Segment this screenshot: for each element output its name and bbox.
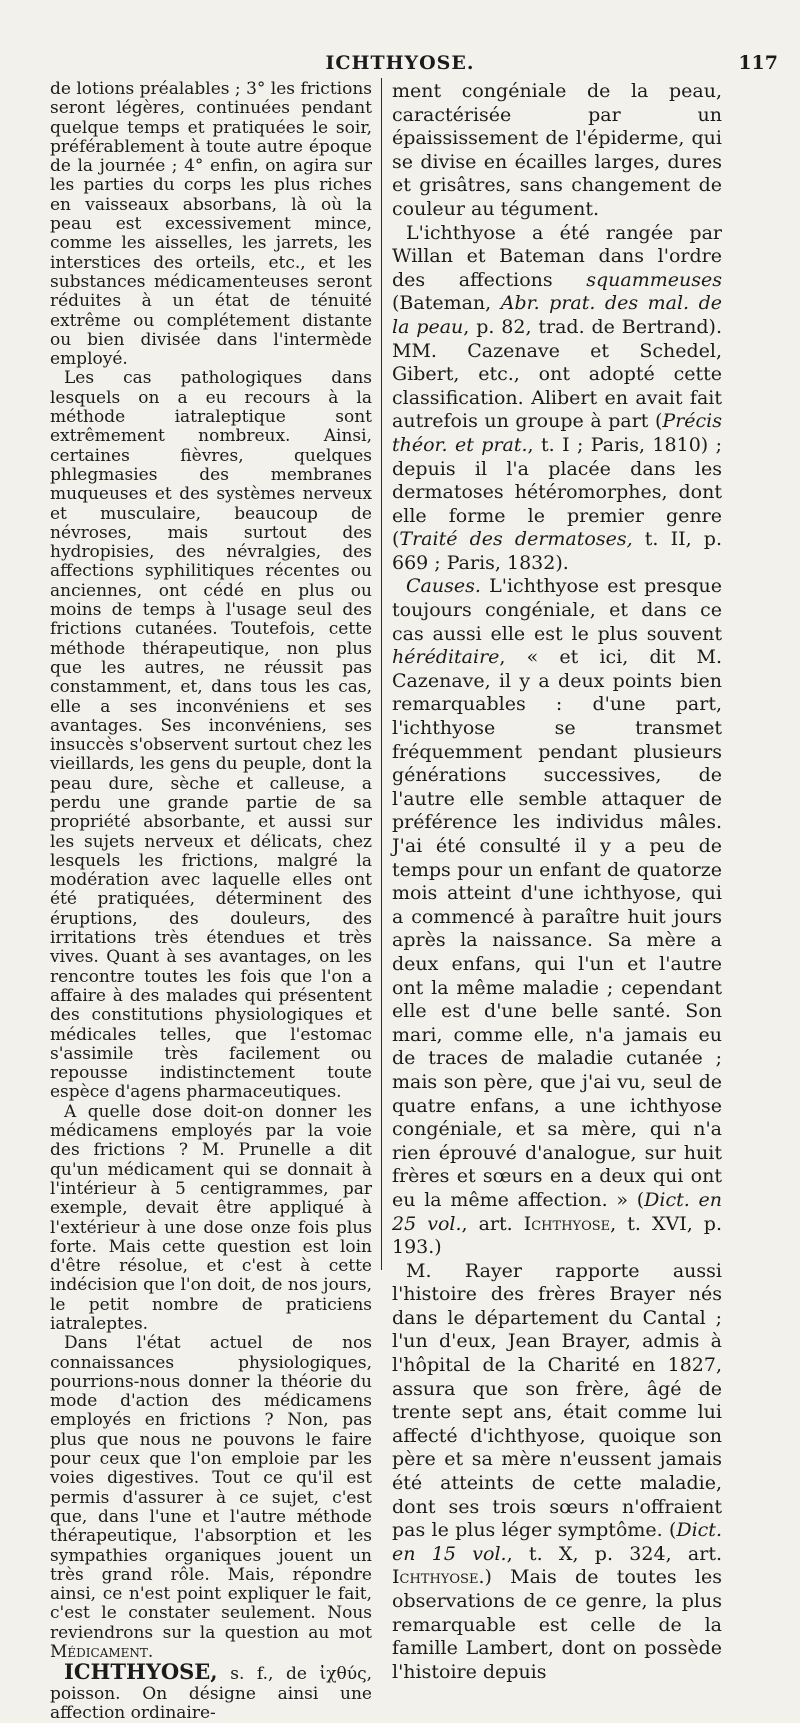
text-run: , art. (461, 1212, 513, 1235)
italic-run: héréditaire (392, 646, 500, 669)
text-run: , « et ici, dit M. Cazenave, il y a deux points bien remarquables : d'une part, l'ichthyose se transmet fréquemment pendant plusieurs générations successives, de l'autre elle semble attaquer de préférence les individus mâles. J'ai été consulté il y a peu de temps pour un enfant de quatorze mois atteint d'une ichthyose, qui a commencé à paraître huit jours après la naissance. Sa mère a deux enfans, qui l'un et l'autre ont la même maladie ; cependant elle est d'une belle santé. Son mari, comme elle, n'a jamais eu de traces de maladie cutanée ; mais son père, que j'ai vu, seul de quatre enfans, a une ichthyose congéniale, et sa mère, qui n'a rien éprouvé d'analogue, sur huit frères et sœurs en a deux qui ont eu la même affection. » ( (392, 646, 722, 1211)
left-column (50, 80, 372, 1723)
running-title: ICHTHYOSE. (325, 52, 475, 74)
entry-headword: ICHTHYOSE, (64, 1659, 218, 1685)
text-run: t. II, p. 669 ; Paris, 1832). (392, 528, 722, 574)
running-head (0, 52, 800, 76)
page-number: 117 (738, 52, 778, 74)
italic-run: squammeuses (586, 268, 722, 291)
section-label: Causes. (406, 575, 481, 598)
paragraph (392, 222, 722, 576)
text-run: L'ichthyose a été rangée par Willan et Bateman dans l'ordre des affections (392, 221, 722, 291)
text-run: M. Rayer rapporte aussi l'histoire des frères Brayer nés dans le département du Cantal ; l'un d'eux, Jean Brayer, admis à l'hôpital de la Charité en 1827, assura que son frère, âgé de trente sept ans, était comme lui affecté d'ichthyose, quoique son père et sa mère n'eussent jamais été atteints de cette maladie, dont ses trois sœurs n'offraient pas le plus léger symptôme. ( (392, 1259, 722, 1542)
paragraph: A quelle dose doit-on donner les médicamens employés par la voie des frictions ? M. Prunelle a dit qu'un médicament qui se donnait à l'intérieur à 5 centigrammes, par exemple, devait être appliqué à l'extérieur à une dose onze fois plus forte. Mais cette question est loin d'être résolue, et c'est à cette indécision que l'on doit, de nos jours, le petit nombre de praticiens iatraleptes. (50, 1101, 372, 1334)
cross-reference: Ichthyose (523, 1212, 611, 1235)
text-run: , t. I ; Paris, 1810) ; depuis il l'a placée dans les dermatoses hétéromorphes, dont elle forme le premier genre ( (392, 433, 723, 551)
dictionary-entry (50, 1659, 372, 1723)
italic-run: Abr. prat. des mal. de la peau (392, 292, 722, 338)
paragraph (50, 1334, 372, 1662)
paragraph: Les cas pathologiques dans lesquels on a eu recours à la méthode iatraleptique sont extrêmement nombreux. Ainsi, certaines fièvres, quelques phlegmasies des membranes muqueuses et des systèmes nerveux et musculaire, beaucoup de névroses, mais surtout des hydropisies, des névralgies, des affections syphilitiques récentes ou anciennes, ont cédé en plus ou moins de temps à l'usage seul des frictions cutanées. Toutefois, cette méthode thérapeutique, non plus que les autres, ne réussit pas constamment, et, dans tous les cas, elle a ses inconvéniens et ses avantages. Ses inconvéniens, ses insuccès s'observent surtout chez les vieillards, les gens du peuple, dont la peau dure, sèche et calleuse, a perdu une grande partie de sa propriété absorbante, et aussi sur les sujets nerveux et délicats, chez lesquels les frictions, malgré la modération avec laquelle elles ont été pratiquées, déterminent des éruptions, des douleurs, des irritations très étendues et très vives. Quant à ses avantages, on les rencontre toutes les fois que l'on a affaire à des malades qui présentent des constitutions physiologiques et médicales telles, que l'estomac s'assimile très facilement ou repousse indistinctement toute espèce d'agens pharmaceutiques. (50, 368, 372, 1103)
italic-run: Précis théor. et prat. (392, 410, 722, 456)
paragraph: ment congéniale de la peau, caractérisée par un épaississement de l'épiderme, qui se divise en écailles larges, dures et grisâtres, sans changement de couleur au tégument. (392, 80, 722, 220)
right-column (392, 80, 722, 1684)
italic-run: Dict. en 25 vol. (392, 1188, 722, 1235)
cross-reference: Ichthyose (392, 1566, 479, 1589)
paragraph (392, 575, 722, 1259)
cross-reference: Médicament. (50, 1642, 154, 1663)
paragraph (392, 1260, 722, 1685)
entry-text: s. f., de ἰχθύς, poisson. On désigne ainsi une affection ordinaire- (50, 1664, 372, 1723)
paragraph-text: Dans l'état actuel de nos connaissances physiologiques, pourrions-nous donner la théorie du mode d'action des médicamens employés en frictions ? Non, pas plus que nous ne pouvons le faire pour ceux que l'on emploie par les voies digestives. Tout ce qu'il est permis d'assurer à ce sujet, c'est que, dans l'une et l'autre méthode thérapeutique, l'absorption et les sympathies organiques jouent un très grand rôle. Mais, répondre ainsi, ce n'est point expliquer le fait, c'est le constater seulement. Nous reviendrons sur la question au mot (50, 1333, 372, 1643)
text-run: , t. XVI, p. 193.) (392, 1212, 722, 1259)
text-run: (Bateman, (392, 292, 492, 315)
text-run: .) Mais de toutes les observations de ce genre, la plus remarquable est celle de la famille Lambert, dont on possède l'histoire depuis (392, 1566, 722, 1683)
italic-run: Traité des dermatoses, (399, 528, 633, 551)
text-run: , p. 82, trad. de Bertrand). MM. Cazenave et Schedel, Gibert, etc., ont adopté cette classification. Alibert en avait fait autrefois un groupe à part ( (392, 315, 722, 433)
italic-run: Dict. en 15 vol. (392, 1519, 722, 1565)
paragraph: de lotions préalables ; 3° les frictions seront légères, continuées pendant quelque temps et pratiquées le soir, préférablement à toute autre époque de la journée ; 4° enfin, on agira sur les parties du corps les plus riches en vaisseaux absorbans, là où la peau est excessivement mince, comme les aisselles, les jarrets, les interstices des orteils, etc., et les substances médicamenteuses seront réduites à un état de ténuité extrême ou complétement distante ou bien divisée dans l'intermède employé. (50, 79, 372, 370)
column-divider (381, 78, 382, 1270)
text-run: , t. X, p. 324, art. (506, 1542, 722, 1565)
text-run: L'ichthyose est presque toujours congéniale, et dans ce cas aussi elle est le plus souvent (392, 575, 722, 645)
